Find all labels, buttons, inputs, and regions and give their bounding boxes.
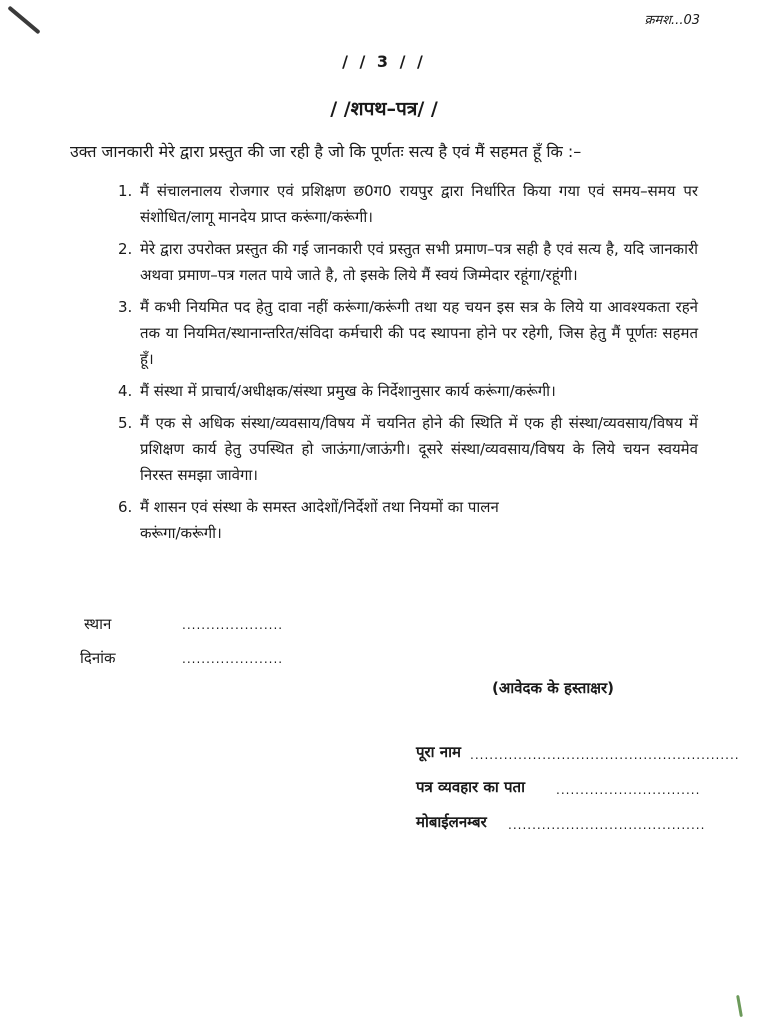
item-text: मैं संस्था में प्राचार्य/अधीक्षक/संस्था प्रमुख के निर्देशानुसार कार्य करूंगा/करूंगी। (140, 382, 556, 400)
address-label: पत्र व्यवहार का पता (416, 778, 525, 796)
item-number: 1. (118, 182, 133, 200)
list-item (118, 236, 698, 288)
page-title: / /शपथ–पत्र/ / (330, 98, 438, 120)
item-number: 2. (118, 240, 133, 258)
intro-text: उक्त जानकारी मेरे द्वारा प्रस्तुत की जा रही है जो कि पूर्णतः सत्य है एवं मैं सहमत हूँ कि :– (70, 142, 582, 161)
address-field[interactable]: .............................. (556, 783, 701, 797)
list-item (118, 378, 698, 404)
ink-mark (736, 995, 743, 1017)
continuation-note: क्रमश...03 (644, 13, 700, 28)
ink-mark (7, 6, 40, 35)
signature-caption: (आवेदक के हस्ताक्षर) (492, 679, 614, 697)
item-text: मैं कभी नियमित पद हेतु दावा नहीं करूंगा/करूंगी तथा यह चयन इस सत्र के लिये या आवश्यकता रहने तक या नियमित/स्थानान्तरित/संविदा कर्मचारी की पद स्थापना होने पर रहेगी, जिस हेतु मैं पूर्णतः सहमत हूँ। (140, 298, 698, 368)
item-text: मैं संचालनालय रोजगार एवं प्रशिक्षण छ0ग0 रायपुर द्वारा निर्धारित किया गया एवं समय–समय पर संशोधित/लागू मानदेय प्राप्त करूंगा/करूंगी। (140, 182, 698, 226)
item-text: मेरे द्वारा उपरोक्त प्रस्तुत की गई जानकारी एवं प्रस्तुत सभी प्रमाण–पत्र सही है एवं सत्य है, यदि जानकारी अथवा प्रमाण–पत्र गलत पाये जाते है, तो इसके लिये मैं स्वयं जिम्मेदार रहूंगा/रहूंगी। (140, 240, 698, 284)
item-number: 6. (118, 498, 133, 516)
item-number: 5. (118, 414, 133, 432)
name-field[interactable]: ........................................................ (470, 748, 740, 762)
date-label: दिनांक (80, 649, 116, 667)
place-label: स्थान (84, 615, 112, 633)
item-text: मैं शासन एवं संस्था के समस्त आदेशों/निर्देशों तथा नियमों का पालन करूंगा/करूंगी। (140, 498, 499, 542)
list-item (118, 178, 698, 230)
name-label: पूरा नाम (416, 743, 461, 761)
declaration-list (118, 178, 698, 546)
mobile-field[interactable]: ......................................... (508, 818, 706, 832)
item-number: 3. (118, 298, 133, 316)
item-text: मैं एक से अधिक संस्था/व्यवसाय/विषय में चयनित होने की स्थिति में एक ही संस्था/व्यवसाय/विषय में प्रशिक्षण कार्य हेतु उपस्थित हो जाऊंगा/जाऊंगी। दूसरे संस्था/व्यवसाय/विषय के लिये चयन स्वयमेव निरस्त समझा जावेगा। (140, 414, 698, 484)
date-field[interactable]: ..................... (182, 652, 284, 666)
mobile-label: मोबाईलनम्बर (416, 813, 487, 831)
item-number: 4. (118, 382, 133, 400)
page-number: / / 3 / / (342, 52, 426, 71)
list-item (118, 494, 698, 546)
place-field[interactable]: ..................... (182, 618, 284, 632)
list-item (118, 410, 698, 488)
list-item (118, 294, 698, 372)
